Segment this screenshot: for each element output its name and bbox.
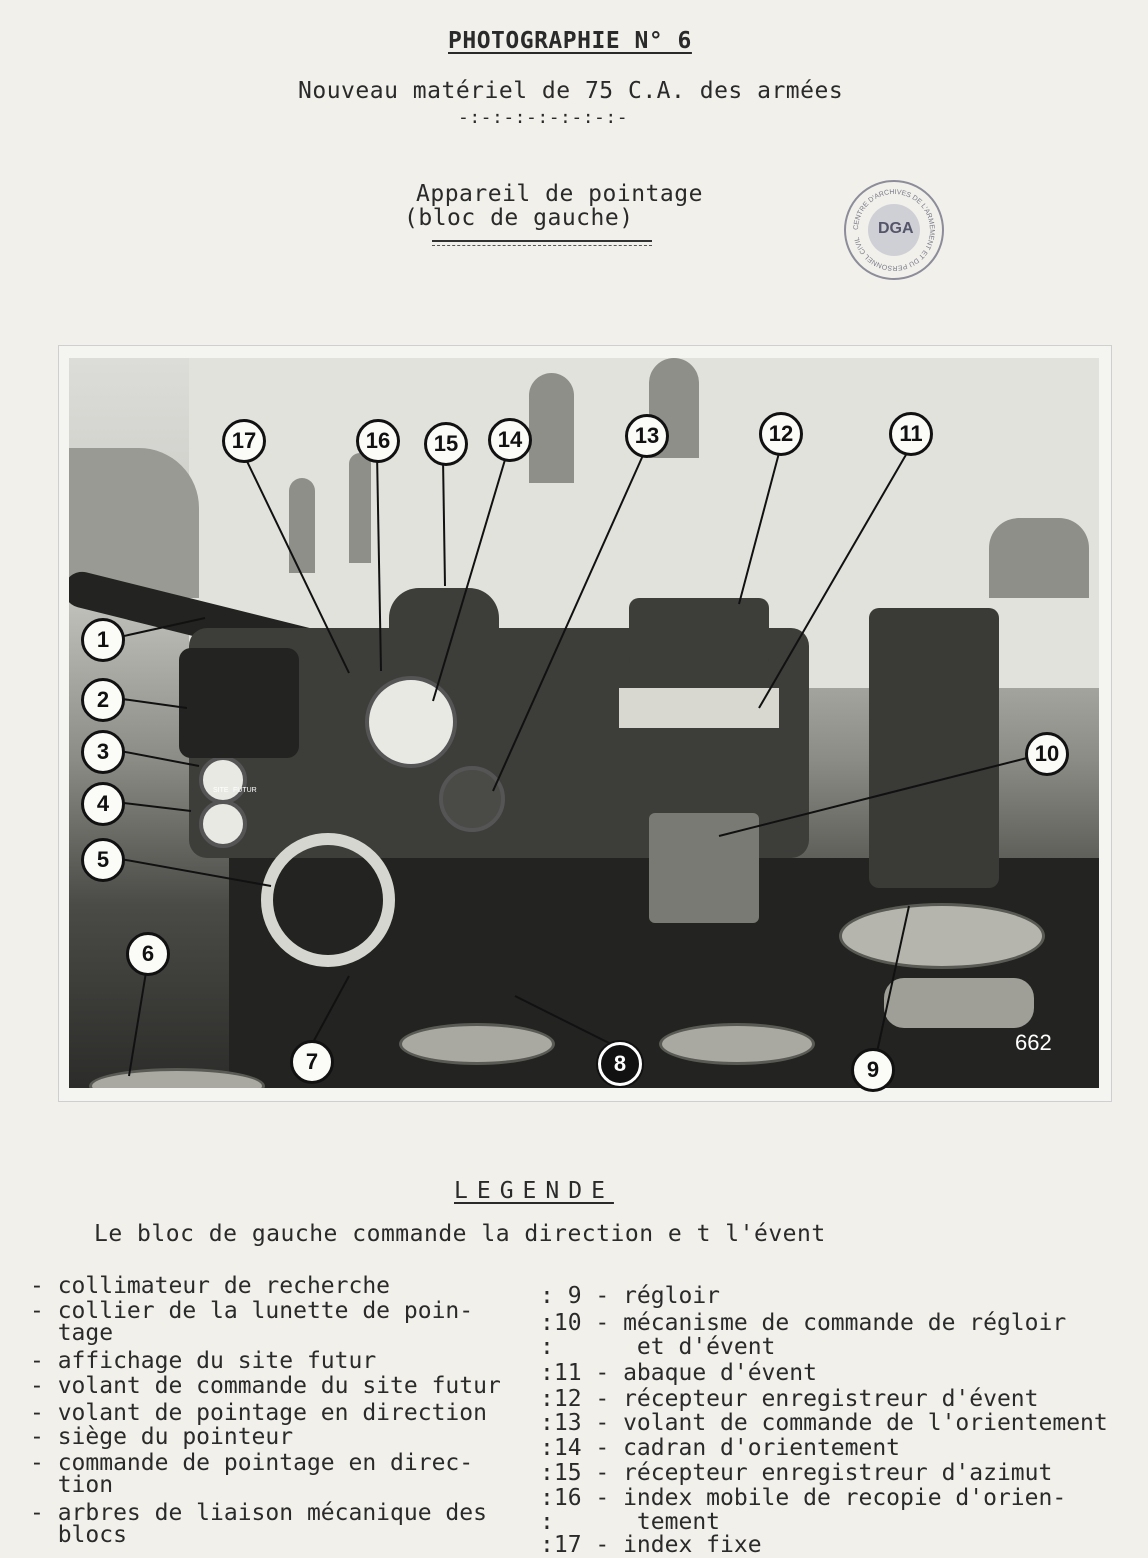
legend-left-line: - arbres de liaison mécanique des <box>30 1500 487 1526</box>
heading-rule-dashed <box>432 245 652 246</box>
callout-10: 10 <box>1025 732 1069 776</box>
stamp-logo-text: DGA <box>878 220 914 237</box>
callout-14: 14 <box>488 418 532 462</box>
callout-12: 12 <box>759 412 803 456</box>
legend-left-line: tion <box>30 1472 114 1498</box>
heading-rule <box>432 240 652 242</box>
legend-right-line: :17 - index fixe <box>540 1532 762 1558</box>
dial-label-site: SITE <box>213 787 229 794</box>
callout-5: 5 <box>81 838 125 882</box>
legend-left-line: - volant de commande du site futur <box>30 1373 501 1399</box>
legend-right-line: :11 - abaque d'évent <box>540 1360 817 1386</box>
callout-16: 16 <box>356 419 400 463</box>
legend-left-line: tage <box>30 1320 114 1346</box>
leader-line-4 <box>115 802 191 811</box>
divider-dashes: -:-:-:-:-:-:-:- <box>458 107 629 128</box>
leader-line-13 <box>493 453 644 791</box>
callout-1: 1 <box>81 618 125 662</box>
archive-stamp <box>844 180 944 280</box>
leader-line-16 <box>377 453 381 671</box>
leader-line-9 <box>877 906 909 1052</box>
legend-right-line: :16 - index mobile de recopie d'orien- <box>540 1485 1067 1511</box>
legend-left-line: - siège du pointeur <box>30 1424 294 1450</box>
section-subheading: (bloc de gauche) <box>404 205 634 231</box>
stamp-ring-text: CENTRE D'ARCHIVES DE L'ARMEMENT ET DU PERSONNEL CIVIL <box>852 188 936 272</box>
callout-leaders <box>59 346 1111 1101</box>
legend-left-line: - affichage du site futur <box>30 1348 377 1374</box>
callout-6: 6 <box>126 932 170 976</box>
dial-label-futur: FUTUR <box>233 787 257 794</box>
callout-4: 4 <box>81 782 125 826</box>
legend-title: LEGENDE <box>454 1178 614 1204</box>
legend-left-line: blocs <box>30 1522 127 1548</box>
legend-left-line: - collier de la lunette de poin- <box>30 1298 474 1324</box>
leader-line-5 <box>115 858 271 886</box>
legend-intro: Le bloc de gauche commande la direction e t l'évent <box>94 1221 826 1247</box>
leader-line-15 <box>443 458 445 586</box>
leader-line-11 <box>759 453 907 708</box>
leader-line-6 <box>129 966 147 1076</box>
legend-right-line: :14 - cadran d'orientement <box>540 1435 901 1461</box>
page-title: PHOTOGRAPHIE N° 6 <box>448 28 692 54</box>
callout-11: 11 <box>889 412 933 456</box>
legend-right-line: :10 - mécanisme de commande de régloir <box>540 1310 1067 1336</box>
leader-line-12 <box>739 453 779 604</box>
leader-line-17 <box>243 453 349 673</box>
leader-line-2 <box>115 698 187 708</box>
leader-line-1 <box>115 618 205 638</box>
leader-line-10 <box>719 758 1027 836</box>
legend-right-line: :15 - récepteur enregistreur d'azimut <box>540 1460 1053 1486</box>
leader-line-8 <box>515 996 615 1046</box>
legend-right-line: :13 - volant de commande de l'orientement <box>540 1410 1108 1436</box>
legend-right-line: : et d'évent <box>540 1334 776 1360</box>
callout-8: 8 <box>598 1042 642 1086</box>
callout-15: 15 <box>424 422 468 466</box>
page-subtitle: Nouveau matériel de 75 C.A. des armées <box>298 78 844 104</box>
photograph-frame <box>58 345 1112 1102</box>
legend-right-line: :12 - récepteur enregistreur d'évent <box>540 1386 1039 1412</box>
legend-left-line: - volant de pointage en direction <box>30 1400 487 1426</box>
legend-right-line: : 9 - régloir <box>540 1283 721 1309</box>
legend-left-line: - commande de pointage en direc- <box>30 1450 474 1476</box>
section-heading: Appareil de pointage <box>416 181 703 207</box>
callout-3: 3 <box>81 730 125 774</box>
leader-line-7 <box>311 976 349 1046</box>
legend-right-line: : tement <box>540 1509 721 1535</box>
callout-7: 7 <box>290 1040 334 1084</box>
leader-line-3 <box>115 750 199 766</box>
callout-17: 17 <box>222 419 266 463</box>
callout-2: 2 <box>81 678 125 722</box>
callout-9: 9 <box>851 1048 895 1092</box>
callout-13: 13 <box>625 414 669 458</box>
photo-negative-number: 662 <box>1015 1030 1052 1055</box>
legend-left-line: - collimateur de recherche <box>30 1273 391 1299</box>
